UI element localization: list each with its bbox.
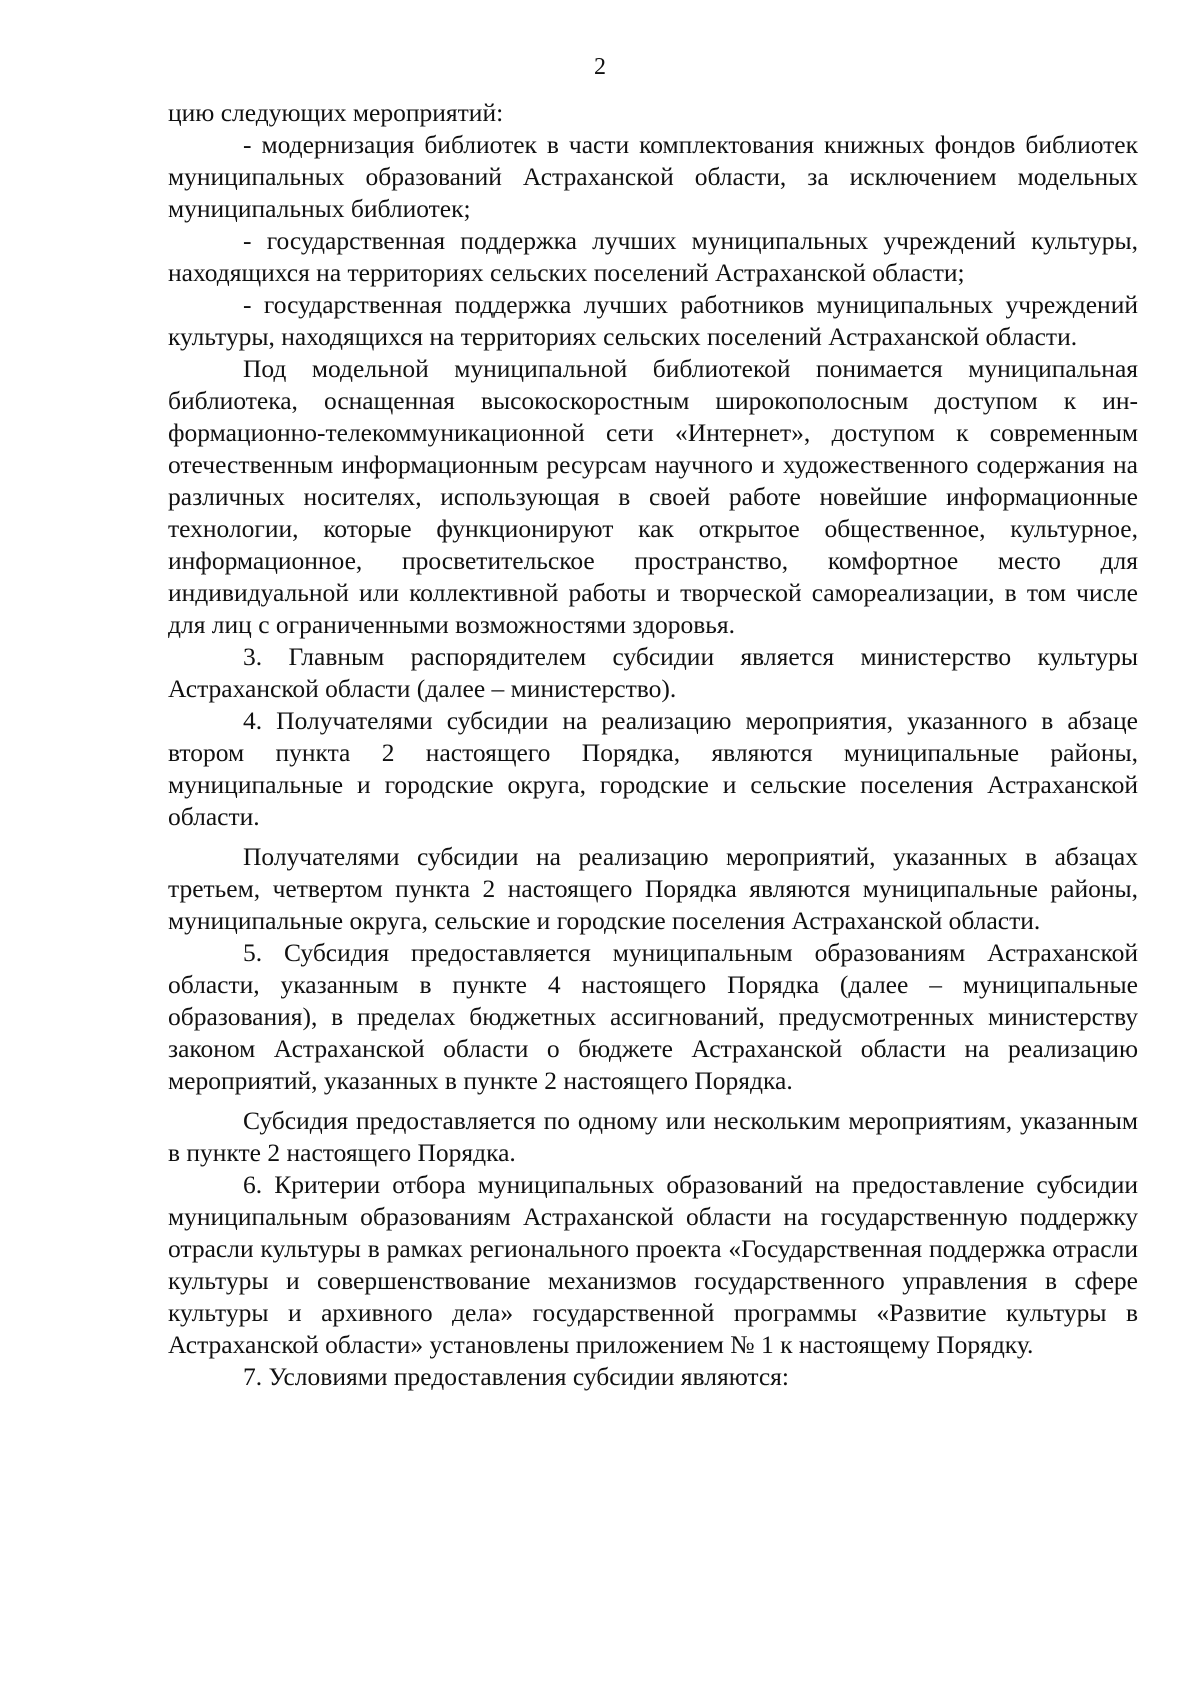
paragraph-item-5: 5. Субсидия предоставляется муниципальным образованиям Астраханской области, указанным в пункте 4 настоящего Порядка (далее – муниципальные образования), в пределах бюджетных ассигнований, предусмотренных министерству законом Астраханской области о бюджете Астраханской области на реализацию мероприятий, указанных в пункте 2 настоящего Порядка. (168, 938, 1138, 1095)
paragraph-item-4: 4. Получателями субсидии на реализацию мероприятия, указанного в абзаце втором пункта 2 настоящего Порядка, являются муниципальные районы, муниципальные и городские округа, городские и сельские поселения Астраханской области. (168, 706, 1138, 831)
list-item-worker-support: - государственная поддержка лучших работников муниципальных учреждений культуры, находящихся на территориях сельских поселений Астраханской области. (168, 290, 1138, 351)
document-body (168, 97, 1138, 1393)
paragraph-model-library-definition: Под модельной муниципальной библиотекой понимается муниципальная библиотека, оснащенная высокоскоростным широкополосным доступом к информационно-телекоммуникационной сети «Интернет», доступом к современным отечественным информационным ресурсам научного и художественного содержания на различных носителях, использующая в своей работе новейшие информационные технологии, которые функционируют как открытое общественное, культурное, информационное, просветительское пространство, комфортное место для индивидуальной или коллективной работы и творческой самореализации, в том числе для лиц с ограниченными возможностями здоровья. (168, 354, 1138, 639)
paragraph-item-4-recipients: Получателями субсидии на реализацию мероприятий, указанных в абзацах третьем, четвертом пункта 2 настоящего Порядка являются муниципальные районы, муниципальные округа, сельские и городские поселения Астраханской области. (168, 842, 1138, 935)
paragraph-item-3: 3. Главным распорядителем субсидии является министерство культуры Астраханской области (далее – министерство). (168, 642, 1138, 703)
paragraph-continuation: цию следующих мероприятий: (168, 98, 504, 127)
list-item-library-modernization: - модернизация библиотек в части комплектования книжных фондов библиотек муниципальных образований Астраханской области, за исключением модельных муниципальных библиотек; (168, 130, 1138, 223)
paragraph-item-6: 6. Критерии отбора муниципальных образований на предоставление субсидии муниципальным образованиям Астраханской области на государственную поддержку отрасли культуры в рамках регионального проекта «Государственная поддержка отрасли культуры и совершенствование механизмов государственного управления в сфере культуры и архивного дела» государственной программы «Развитие культуры в Астраханской области» установлены приложением № 1 к настоящему Порядку. (168, 1170, 1138, 1359)
list-item-institution-support: - государственная поддержка лучших муниципальных учреждений культуры, находящихся на территориях сельских поселений Астраханской области; (168, 226, 1138, 287)
paragraph-item-7: 7. Условиями предоставления субсидии являются: (243, 1362, 789, 1391)
page-number: 2 (594, 54, 606, 80)
paragraph-item-5-subsidy: Субсидия предоставляется по одному или нескольким мероприятиям, указанным в пункте 2 настоящего Порядка. (168, 1106, 1138, 1167)
